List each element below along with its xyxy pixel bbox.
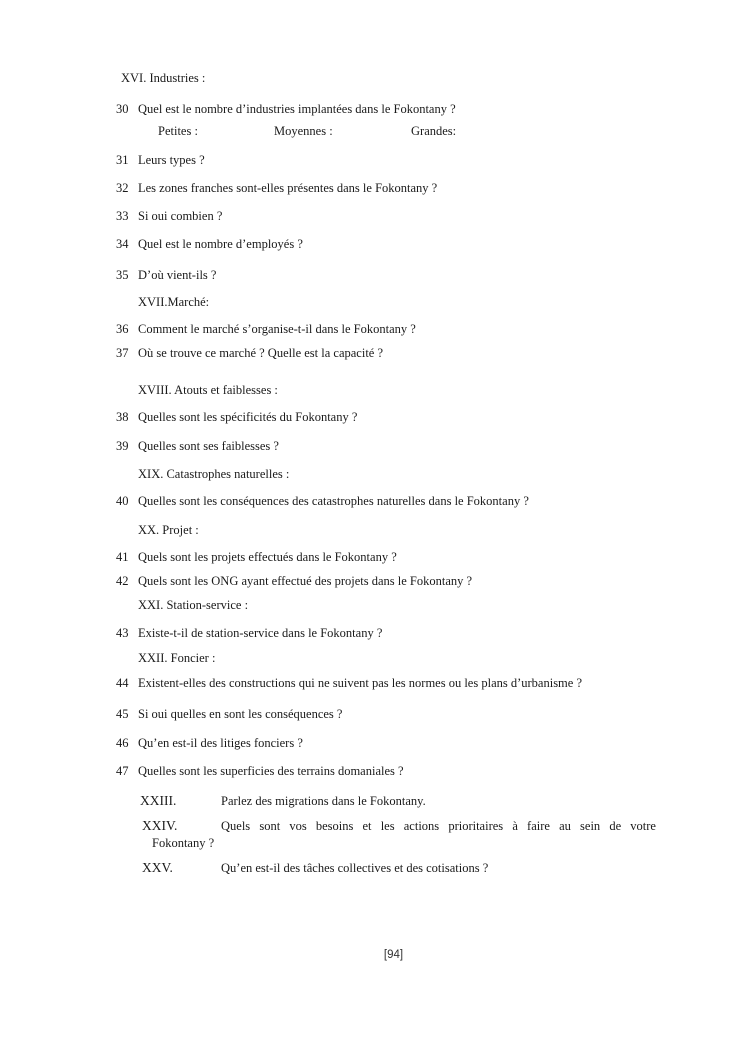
size-medium-label: Moyennes : xyxy=(274,124,333,138)
question-number: 34 xyxy=(116,237,129,251)
question-number: 47 xyxy=(116,764,129,778)
section-heading-service-station: XXI. Station-service : xyxy=(138,598,249,612)
size-small-label: Petites : xyxy=(158,124,198,138)
size-large-label: Grandes: xyxy=(411,124,457,138)
question-number: 32 xyxy=(116,181,129,195)
question-text: Comment le marché s’organise-t-il dans le Fokontany ? xyxy=(138,322,416,336)
section-heading-industries: XVI. Industries : xyxy=(121,71,206,85)
question-number: 31 xyxy=(116,153,129,167)
question-number: 35 xyxy=(116,268,129,282)
question-number: 36 xyxy=(116,322,129,336)
question-number: 41 xyxy=(116,550,129,564)
question-text: D’où vient-ils ? xyxy=(138,268,217,282)
item-xxiv-text: Quels sont vos besoins et les actions prioritaires à faire au sein de votre xyxy=(221,819,656,833)
section-heading-land: XXII. Foncier : xyxy=(138,651,216,665)
question-text: Quel est le nombre d’employés ? xyxy=(138,237,303,251)
question-number: 37 xyxy=(116,346,129,360)
item-xxiv-text-continued: Fokontany ? xyxy=(152,836,215,850)
question-text: Existe-t-il de station-service dans le Fokontany ? xyxy=(138,626,383,640)
question-text: Existent-elles des constructions qui ne suivent pas les normes ou les plans d’urbanisme ? xyxy=(138,676,583,690)
question-text: Quel est le nombre d’industries implantées dans le Fokontany ? xyxy=(138,102,456,116)
question-text: Où se trouve ce marché ? Quelle est la capacité ? xyxy=(138,346,384,360)
question-text: Si oui quelles en sont les conséquences ? xyxy=(138,707,343,721)
question-text: Quelles sont les conséquences des catastrophes naturelles dans le Fokontany ? xyxy=(138,494,529,508)
question-number: 42 xyxy=(116,574,129,588)
question-text: Quels sont les ONG ayant effectué des projets dans le Fokontany ? xyxy=(138,574,473,588)
question-number: 46 xyxy=(116,736,129,750)
question-text: Si oui combien ? xyxy=(138,209,223,223)
question-text: Qu’en est-il des litiges fonciers ? xyxy=(138,736,303,750)
section-heading-strengths-weaknesses: XVIII. Atouts et faiblesses : xyxy=(138,383,278,397)
question-number: 38 xyxy=(116,410,129,424)
question-text: Quelles sont les superficies des terrains domaniales ? xyxy=(138,764,404,778)
question-text: Quelles sont ses faiblesses ? xyxy=(138,439,279,453)
item-xxiv-label: XXIV. xyxy=(142,818,178,833)
section-heading-natural-disasters: XIX. Catastrophes naturelles : xyxy=(138,467,290,481)
item-xxv-label: XXV. xyxy=(142,860,173,875)
question-text: Quels sont les projets effectués dans le Fokontany ? xyxy=(138,550,397,564)
question-number: 40 xyxy=(116,494,129,508)
question-number: 45 xyxy=(116,707,129,721)
question-text: Quelles sont les spécificités du Fokontany ? xyxy=(138,410,358,424)
question-number: 30 xyxy=(116,102,129,116)
question-text: Leurs types ? xyxy=(138,153,205,167)
question-number: 33 xyxy=(116,209,129,223)
section-heading-project: XX. Projet : xyxy=(138,523,199,537)
question-number: 44 xyxy=(116,676,129,690)
question-text: Les zones franches sont-elles présentes dans le Fokontany ? xyxy=(138,181,438,195)
item-xxiii-text: Parlez des migrations dans le Fokontany. xyxy=(221,794,426,808)
question-number: 43 xyxy=(116,626,129,640)
page-number: [94] xyxy=(383,949,404,961)
item-xxv-text: Qu’en est-il des tâches collectives et des cotisations ? xyxy=(221,861,489,875)
question-number: 39 xyxy=(116,439,129,453)
page-number-footer xyxy=(0,949,745,961)
section-heading-market: XVII.Marché: xyxy=(138,295,210,309)
item-xxiii-label: XXIII. xyxy=(140,793,177,808)
